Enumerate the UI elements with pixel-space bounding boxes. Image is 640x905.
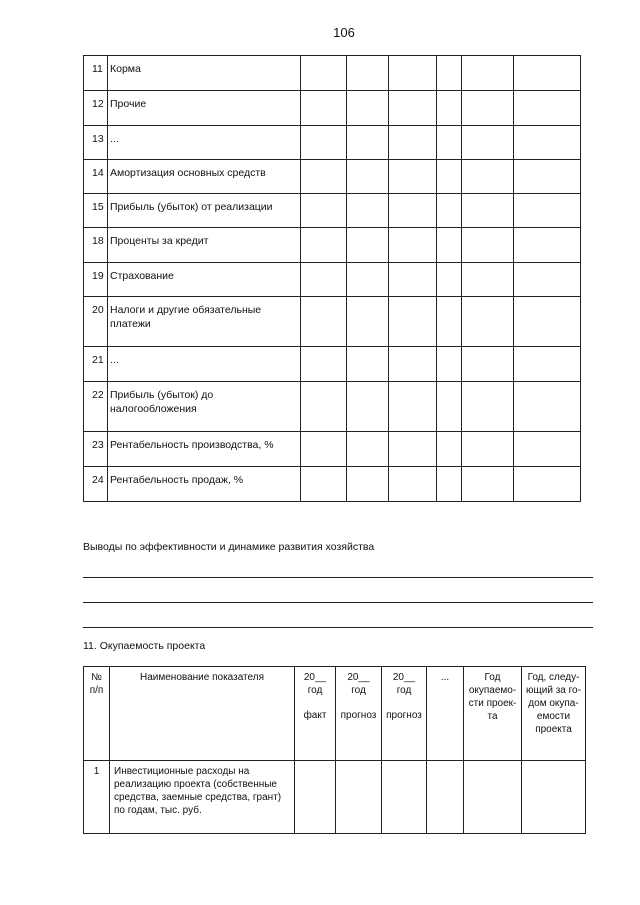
table-cell — [295, 761, 336, 834]
table-row — [84, 228, 581, 263]
header-year-forecast: 20__ год прогноз — [382, 667, 427, 761]
header-payback-year: Год окупаемо- сти проек- та — [464, 667, 522, 761]
table-cell — [462, 91, 514, 126]
table-cell — [301, 160, 347, 194]
table-cell — [389, 126, 437, 160]
table-cell — [347, 297, 389, 347]
header-year-forecast: 20__ год прогноз — [336, 667, 382, 761]
table-cell — [462, 56, 514, 91]
table-cell — [389, 382, 437, 432]
table-cell — [301, 382, 347, 432]
table-row — [84, 194, 581, 228]
row-name: Проценты за кредит — [108, 228, 301, 263]
table-cell — [464, 761, 522, 834]
row-name: Прибыль (убыток) до налогообложения — [108, 382, 301, 432]
table-row — [84, 467, 581, 502]
row-number: 20 — [84, 297, 108, 347]
table-cell — [437, 297, 462, 347]
table-cell — [437, 91, 462, 126]
table-cell — [514, 126, 581, 160]
table-header-row — [84, 667, 586, 761]
table-cell — [347, 56, 389, 91]
table-cell — [382, 761, 427, 834]
table-cell — [389, 467, 437, 502]
table-cell — [437, 126, 462, 160]
table-cell — [301, 432, 347, 467]
table-cell — [389, 347, 437, 382]
table-cell — [389, 194, 437, 228]
row-number: 24 — [84, 467, 108, 502]
table-cell — [301, 91, 347, 126]
table-cell — [347, 263, 389, 297]
row-name: Корма — [108, 56, 301, 91]
table-cell — [437, 467, 462, 502]
table-cell — [389, 160, 437, 194]
table-cell — [301, 467, 347, 502]
table-cell — [462, 194, 514, 228]
table-cell — [347, 228, 389, 263]
table-cell — [301, 126, 347, 160]
table-cell — [514, 432, 581, 467]
table-cell — [437, 263, 462, 297]
table-row — [84, 382, 581, 432]
table-cell — [462, 432, 514, 467]
table-cell — [336, 761, 382, 834]
table-row — [84, 160, 581, 194]
table-cell — [347, 432, 389, 467]
table-cell — [514, 194, 581, 228]
row-number: 1 — [84, 761, 110, 834]
table-cell — [347, 126, 389, 160]
table-cell — [389, 432, 437, 467]
table-cell — [301, 194, 347, 228]
header-year-fact: 20__ год факт — [295, 667, 336, 761]
table-cell — [514, 56, 581, 91]
table-row — [84, 347, 581, 382]
row-number: 13 — [84, 126, 108, 160]
row-name: Амортизация основных средств — [108, 160, 301, 194]
row-name: Рентабельность продаж, % — [108, 467, 301, 502]
row-name: Рентабельность производства, % — [108, 432, 301, 467]
table-cell — [347, 160, 389, 194]
writing-line — [83, 602, 593, 603]
row-name: Прибыль (убыток) от реализации — [108, 194, 301, 228]
row-number: 23 — [84, 432, 108, 467]
header-name: Наименование показателя — [110, 667, 295, 761]
row-number: 12 — [84, 91, 108, 126]
table-cell — [437, 347, 462, 382]
table-cell — [347, 347, 389, 382]
row-number: 22 — [84, 382, 108, 432]
header-ellipsis: ... — [427, 667, 464, 761]
table-cell — [462, 160, 514, 194]
table-cell — [301, 263, 347, 297]
table-cell — [514, 263, 581, 297]
table-cell — [301, 56, 347, 91]
table-cell — [462, 263, 514, 297]
table-cell — [347, 194, 389, 228]
row-name: Инвестиционные расходы на реализацию проекта (собственные средства, заемные средства, грант) по годам, тыс. руб. — [110, 761, 295, 834]
table-cell — [389, 56, 437, 91]
table-cell — [462, 228, 514, 263]
table-row — [84, 56, 581, 91]
table-cell — [347, 382, 389, 432]
table-cell — [437, 432, 462, 467]
table-cell — [389, 263, 437, 297]
row-name: ... — [108, 347, 301, 382]
table-cell — [389, 91, 437, 126]
payback-table — [83, 666, 586, 834]
table-cell — [514, 467, 581, 502]
row-number: 18 — [84, 228, 108, 263]
table-row — [84, 91, 581, 126]
table-row — [84, 126, 581, 160]
table-row — [84, 263, 581, 297]
table-cell — [522, 761, 586, 834]
table-cell — [437, 228, 462, 263]
table-cell — [389, 297, 437, 347]
table-cell — [301, 347, 347, 382]
table-cell — [389, 228, 437, 263]
table-row — [84, 297, 581, 347]
table-cell — [437, 194, 462, 228]
table-cell — [347, 91, 389, 126]
conclusion-label: Выводы по эффективности и динамике развития хозяйства — [83, 541, 375, 553]
writing-line — [83, 577, 593, 578]
table-cell — [347, 467, 389, 502]
writing-line — [83, 627, 593, 628]
row-name: ... — [108, 126, 301, 160]
table-cell — [301, 228, 347, 263]
row-number: 21 — [84, 347, 108, 382]
page-number: 106 — [333, 25, 355, 40]
row-number: 15 — [84, 194, 108, 228]
table-cell — [462, 347, 514, 382]
table-cell — [514, 228, 581, 263]
table-cell — [427, 761, 464, 834]
table-cell — [437, 56, 462, 91]
table-row — [84, 432, 581, 467]
table-cell — [514, 160, 581, 194]
table-cell — [462, 382, 514, 432]
table-cell — [462, 126, 514, 160]
row-number: 11 — [84, 56, 108, 91]
row-name: Страхование — [108, 263, 301, 297]
table-cell — [437, 382, 462, 432]
table-cell — [462, 297, 514, 347]
table-cell — [437, 160, 462, 194]
table-cell — [301, 297, 347, 347]
table-cell — [462, 467, 514, 502]
row-name: Налоги и другие обязательные платежи — [108, 297, 301, 347]
table-cell — [514, 297, 581, 347]
row-name: Прочие — [108, 91, 301, 126]
row-number: 19 — [84, 263, 108, 297]
header-num: № п/п — [84, 667, 110, 761]
table-row — [84, 761, 586, 834]
financial-indicators-table — [83, 55, 581, 502]
header-next-year: Год, следу- ющий за го- дом окупа- емости проекта — [522, 667, 586, 761]
table-cell — [514, 347, 581, 382]
table-cell — [514, 91, 581, 126]
section-title: 11. Окупаемость проекта — [83, 640, 206, 652]
row-number: 14 — [84, 160, 108, 194]
table-cell — [514, 382, 581, 432]
